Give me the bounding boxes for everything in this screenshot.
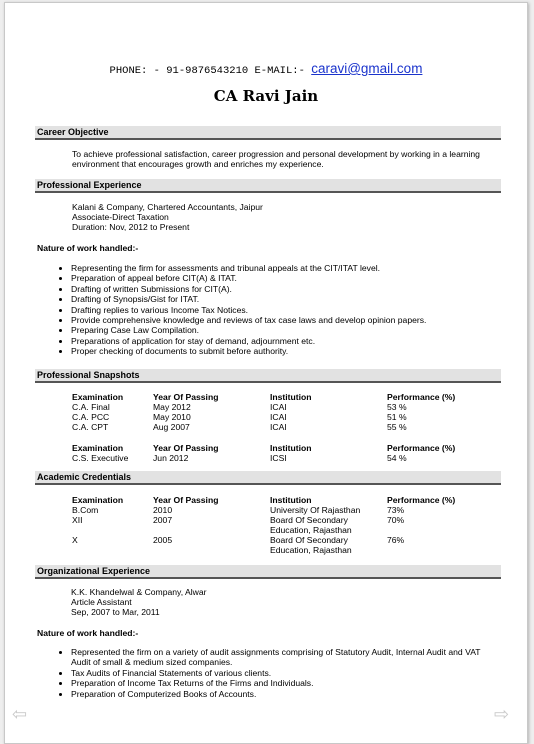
table-cell: 2007 (153, 515, 173, 525)
col-header-institution: Institution (270, 443, 312, 453)
col-header-institution: Institution (270, 392, 312, 402)
table-cell: 55 % (387, 422, 407, 432)
list-item: • Drafting replies to various Income Tax Notices. (71, 305, 426, 315)
list-item: • Preparation of appeal before CIT(A) & ITAT. (71, 273, 426, 283)
col-header-institution: Institution (270, 495, 312, 505)
table-cell: Board Of Secondary (270, 535, 348, 545)
table-cell: X (72, 535, 78, 545)
list-item: Audit of small & medium sized companies. (71, 657, 233, 668)
list-item: • Drafting of Synopsis/Gist for ITAT. (71, 294, 426, 304)
resume-page (4, 2, 528, 744)
work2-list (59, 647, 481, 699)
table-cell: C.A. Final (72, 402, 110, 412)
table-cell: 2010 (153, 505, 173, 515)
table-cell: Board Of Secondary (270, 515, 348, 525)
col-header-year: Year Of Passing (153, 392, 219, 402)
phone-text: PHONE: - 91-9876543210 E-MAIL:- (109, 65, 305, 77)
section-academic-credentials: Academic Credentials (35, 471, 501, 485)
table-cell: C.A. PCC (72, 412, 110, 422)
table-cell: University Of Rajasthan (270, 505, 361, 515)
experience1-duration: Duration: Nov, 2012 to Present (72, 222, 190, 232)
contact-line (5, 61, 527, 77)
section-organizational-experience: Organizational Experience (35, 565, 501, 579)
candidate-name: CA Ravi Jain (213, 87, 319, 105)
col-header-performance: Performance (%) (387, 392, 456, 402)
table-cell: 51 % (387, 412, 407, 422)
list-item: • Tax Audits of Financial Statements of various clients. (71, 668, 481, 678)
list-item: • Proper checking of documents to submit before authority. (71, 346, 426, 356)
col-header-year: Year Of Passing (153, 495, 219, 505)
col-header-examination: Examination (72, 495, 124, 505)
list-item: • Preparations of application for stay of demand, adjournment etc. (71, 336, 426, 346)
arrow-right-icon[interactable]: ⇨ (494, 704, 510, 724)
experience1-company: Kalani & Company, Chartered Accountants, Jaipur (72, 202, 263, 212)
col-header-performance: Performance (%) (387, 443, 456, 453)
table-cell: 2005 (153, 535, 173, 545)
list-item: • Preparation of Computerized Books of Accounts. (71, 689, 481, 699)
col-header-examination: Examination (72, 392, 124, 402)
col-header-year: Year Of Passing (153, 443, 219, 453)
table-cell: ICAI (270, 422, 287, 432)
table-cell: XII (72, 515, 83, 525)
arrow-left-icon[interactable]: ⇦ (12, 704, 28, 724)
objective-line-1: To achieve professional satisfaction, career progression and personal development by working in a learning (72, 149, 480, 159)
table-cell: B.Com (72, 505, 99, 515)
list-item: • Preparing Case Law Compilation. (71, 325, 426, 335)
list-item: • Preparation of Income Tax Returns of the Firms and Individuals. (71, 678, 481, 688)
table-cell: 73% (387, 505, 405, 515)
table-cell: ICAI (270, 402, 287, 412)
experience1-role: Associate-Direct Taxation (72, 212, 169, 222)
col-header-examination: Examination (72, 443, 124, 453)
list-item: • Drafting of written Submissions for CIT(A). (71, 284, 426, 294)
table-cell: ICAI (270, 412, 287, 422)
col-header-performance: Performance (%) (387, 495, 456, 505)
email-link[interactable]: caravi@gmail.com (311, 61, 423, 76)
table-cell: 54 % (387, 453, 407, 463)
table-cell: C.A. CPT (72, 422, 109, 432)
list-item: • Represented the firm on a variety of audit assignments comprising of Statutory Audit, Internal Audit and VAT (71, 647, 481, 657)
table-cell: Education, Rajasthan (270, 525, 352, 535)
nature-heading-1: Nature of work handled:- (37, 243, 139, 253)
experience2-role: Article Assistant (71, 597, 132, 607)
section-career-objective: Career Objective (35, 126, 501, 140)
table-cell: C.S. Executive (72, 453, 129, 463)
table-cell: 76% (387, 535, 405, 545)
section-professional-experience: Professional Experience (35, 179, 501, 193)
table-cell: ICSI (270, 453, 287, 463)
table-cell: Education, Rajasthan (270, 545, 352, 555)
nature-heading-2: Nature of work handled:- (37, 628, 139, 638)
objective-line-2: environment that encourages growth and enriches my experience. (72, 159, 324, 169)
list-item: • Provide comprehensive knowledge and reviews of tax case laws and develop opinion papers. (71, 315, 426, 325)
table-cell: May 2012 (153, 402, 191, 412)
table-cell: May 2010 (153, 412, 191, 422)
table-cell: 53 % (387, 402, 407, 412)
work1-list (59, 263, 426, 357)
table-cell: Jun 2012 (153, 453, 189, 463)
section-professional-snapshots: Professional Snapshots (35, 369, 501, 383)
experience2-company: K.K. Khandelwal & Company, Alwar (71, 587, 207, 597)
list-item: • Representing the firm for assessments and tribunal appeals at the CIT/ITAT level. (71, 263, 426, 273)
experience2-duration: Sep, 2007 to Mar, 2011 (71, 607, 160, 617)
table-cell: 70% (387, 515, 405, 525)
table-cell: Aug 2007 (153, 422, 190, 432)
